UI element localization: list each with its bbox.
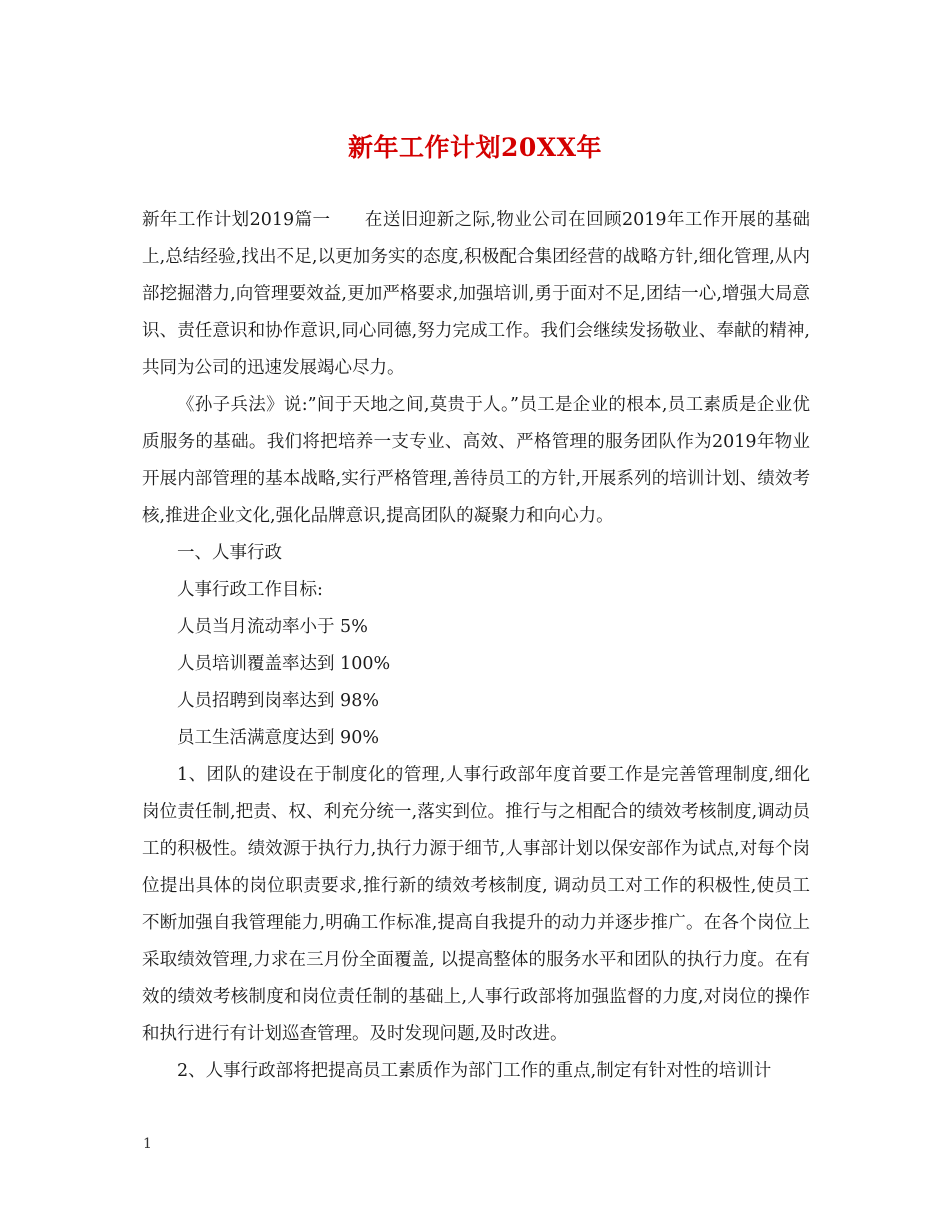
intro-heading: 新年工作计划2019篇一 [142,210,331,230]
goals-heading: 人事行政工作目标: [177,580,323,600]
paragraph-team-building: 1、团队的建设在于制度化的管理,人事行政部年度首要工作是完善管理制度,细化岗位责任制,把责、权、利充分统一,落实到位。推行与之相配合的绩效考核制度,调动员工的积极性。绩效源于执行力,执行力源于细节,人事部计划以保安部作为试点,对每个岗位提出具体的岗位职责要求,推行新的绩效考核制度, 调动员工对工作的积极性,使员工不断加强自我管理能力,明确工作标准,提高自我提升的动力并逐步推广。在各个岗位上采取绩效管理,力求在三月份全面覆盖, 以提高整体的服务水平和团队的执行力度。在有效的绩效考核制度和岗位责任制的基础上,人事行政部将加强监督的力度,对岗位的操作和执行进行有计划巡查管理。及时发现问题,及时改进。 [142,765,810,1044]
paragraph-sunzi: 《孙子兵法》说:”间于天地之间,莫贵于人。”员工是企业的根本,员工素质是企业优质服务的基础。我们将把培养一支专业、高效、严格管理的服务团队作为2019年物业开展内部管理的基本战略,实行严格管理,善待员工的方针,开展系列的培训计划、绩效考核,推进企业文化,强化品牌意识,提高团队的凝聚力和向心力。 [142,395,810,526]
goal-item: 人员招聘到岗率达到 98% [177,691,379,711]
goal-item: 员工生活满意度达到 90% [177,728,379,748]
document-title: 新年工作计划20XX年 [347,133,603,162]
section-heading-hr-admin: 一、人事行政 [177,543,282,563]
paragraph-staff-quality: 2、人事行政部将把提高员工素质作为部门工作的重点,制定有针对性的培训计 [177,1061,772,1081]
goal-item: 人员培训覆盖率达到 100% [177,654,391,674]
intro-text: 在送旧迎新之际,物业公司在回顾2019年工作开展的基础上,总结经验,找出不足,以更加务实的态度,积极配合集团经营的战略方针,细化管理,从内部挖掘潜力,向管理要效益,更加严格要求,加强培训,勇于面对不足,团结一心,增强大局意识、责任意识和协作意识,同心同德,努力完成工作。我们会继续发扬敬业、奉献的精神,共同为公司的迅速发展竭心尽力。 [142,210,810,378]
intro-paragraph [142,202,810,387]
goal-item: 人员当月流动率小于 5% [177,617,368,637]
page-number: 1 [143,1136,152,1152]
document-body [142,202,810,1090]
